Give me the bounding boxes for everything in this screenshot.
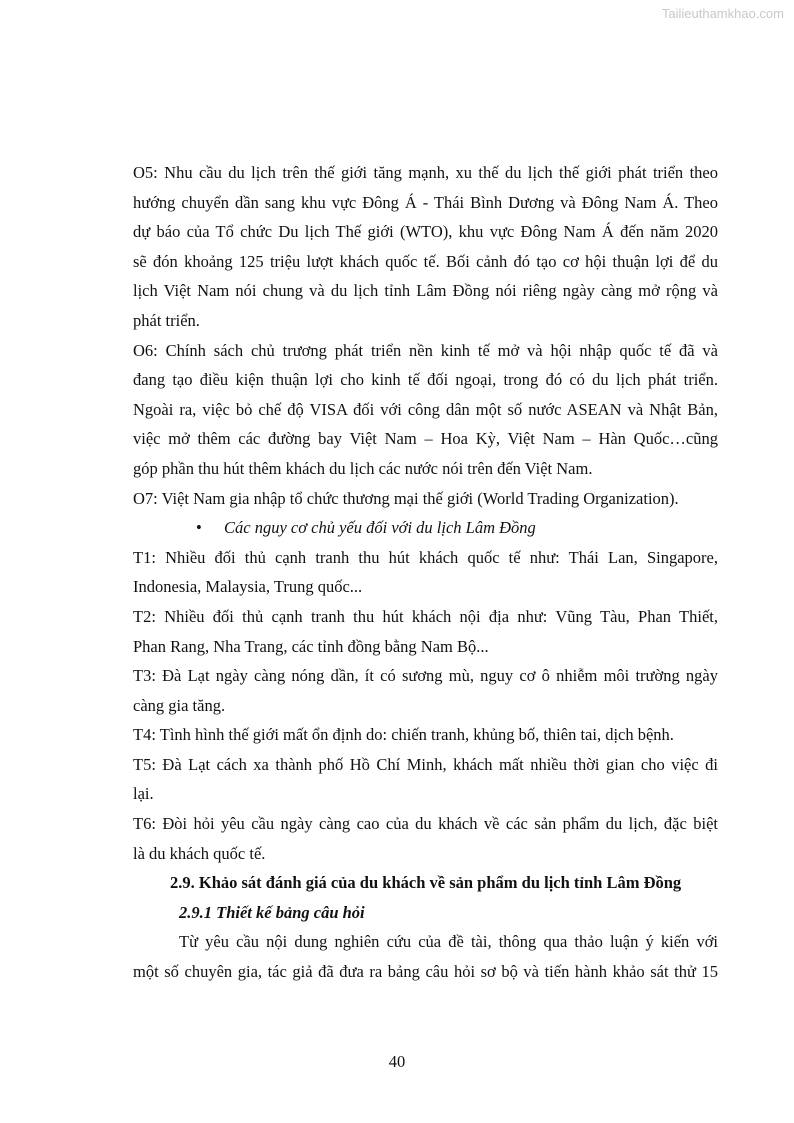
paragraph-t4: [133, 720, 718, 750]
text-line: Ngoài ra, việc bỏ chế độ VISA đối với công dân một số nước ASEAN và Nhật Bản,: [133, 399, 718, 419]
text-line: Từ yêu cầu nội dung nghiên cứu của đề tài, thông qua thảo luận ý kiến với: [179, 932, 718, 952]
paragraph-t6: [133, 809, 718, 868]
paragraph-t5: [133, 750, 718, 809]
text-line: là du khách quốc tế.: [133, 843, 266, 863]
text-line: O6: Chính sách chủ trương phát triển nền kinh tế mở và hội nhập quốc tế đã và: [133, 340, 718, 360]
bullet-icon: •: [196, 518, 202, 538]
text-line: đang tạo điều kiện thuận lợi cho kinh tế đối ngoại, trong đó có du lịch phát triển.: [133, 370, 718, 390]
document-body: [133, 158, 718, 987]
paragraph-t2: [133, 602, 718, 661]
text-line: Indonesia, Malaysia, Trung quốc...: [133, 577, 363, 597]
bullet-text: Các nguy cơ chủ yếu đối với du lịch Lâm Đồng: [224, 518, 536, 538]
text-line: T1: Nhiều đối thủ cạnh tranh thu hút khách quốc tế như: Thái Lan, Singapore,: [133, 547, 718, 567]
text-line: một số chuyên gia, tác giả đã đưa ra bảng câu hỏi sơ bộ và tiến hành khảo sát thử 15: [133, 962, 718, 982]
threats-bullet-heading: [133, 513, 718, 543]
text-line: T6: Đòi hỏi yêu cầu ngày càng cao của du khách về các sản phẩm du lịch, đặc biệt: [133, 814, 718, 834]
text-line: O5: Nhu cầu du lịch trên thế giới tăng mạnh, xu thế du lịch thế giới phát triển theo: [133, 163, 718, 182]
text-line: dự báo của Tổ chức Du lịch Thế giới (WTO), khu vực Đông Nam Á đến năm 2020: [133, 222, 718, 242]
text-line: càng gia tăng.: [133, 695, 226, 715]
text-line: lịch Việt Nam nói chung và du lịch tỉnh Lâm Đồng nói riêng ngày càng mở rộng và: [133, 281, 718, 301]
text-line: hướng chuyển dần sang khu vực Đông Á - Thái Bình Dương và Đông Nam Á. Theo: [133, 192, 718, 212]
page-number: 40: [388, 1052, 406, 1071]
text-line: việc mở thêm các đường bay Việt Nam – Hoa Kỳ, Việt Nam – Hàn Quốc…cũng: [133, 429, 718, 449]
paragraph-intro: [133, 927, 718, 986]
text-line: sẽ đón khoảng 125 triệu lượt khách quốc tế. Bối cảnh đó tạo cơ hội thuận lợi để du: [133, 251, 718, 271]
paragraph-o6: [133, 336, 718, 484]
paragraph-t3: [133, 661, 718, 720]
text-line: T4: Tình hình thế giới mất ổn định do: chiến tranh, khủng bố, thiên tai, dịch bệnh.: [133, 725, 674, 745]
text-line: T2: Nhiều đối thủ cạnh tranh thu hút khách nội địa như: Vũng Tàu, Phan Thiết,: [133, 606, 718, 626]
paragraph-t1: [133, 543, 718, 602]
text-line: góp phần thu hút thêm khách du lịch các nước nói trên đến Việt Nam.: [133, 458, 593, 478]
watermark: Tailieuthamkhao.com: [661, 6, 784, 21]
text-line: phát triển.: [133, 310, 200, 330]
text-line: lại.: [133, 784, 154, 804]
paragraph-o5: [133, 158, 718, 336]
text-line: O7: Việt Nam gia nhập tổ chức thương mại thế giới (World Trading Organization).: [133, 488, 679, 508]
section-heading: 2.9. Khảo sát đánh giá của du khách về sản phẩm du lịch tỉnh Lâm Đồng: [170, 873, 682, 893]
threats-section: [133, 543, 718, 869]
text-line: Phan Rang, Nha Trang, các tỉnh đồng bằng Nam Bộ...: [133, 636, 489, 656]
subsection-heading: 2.9.1 Thiết kế bảng câu hỏi: [179, 902, 365, 922]
paragraph-o7: [133, 484, 718, 514]
text-line: T5: Đà Lạt cách xa thành phố Hồ Chí Minh, khách mất nhiều thời gian cho việc đi: [133, 754, 718, 774]
opportunities-section: [133, 158, 718, 513]
text-line: T3: Đà Lạt ngày càng nóng dần, ít có sương mù, nguy cơ ô nhiễm môi trường ngày: [133, 666, 718, 686]
